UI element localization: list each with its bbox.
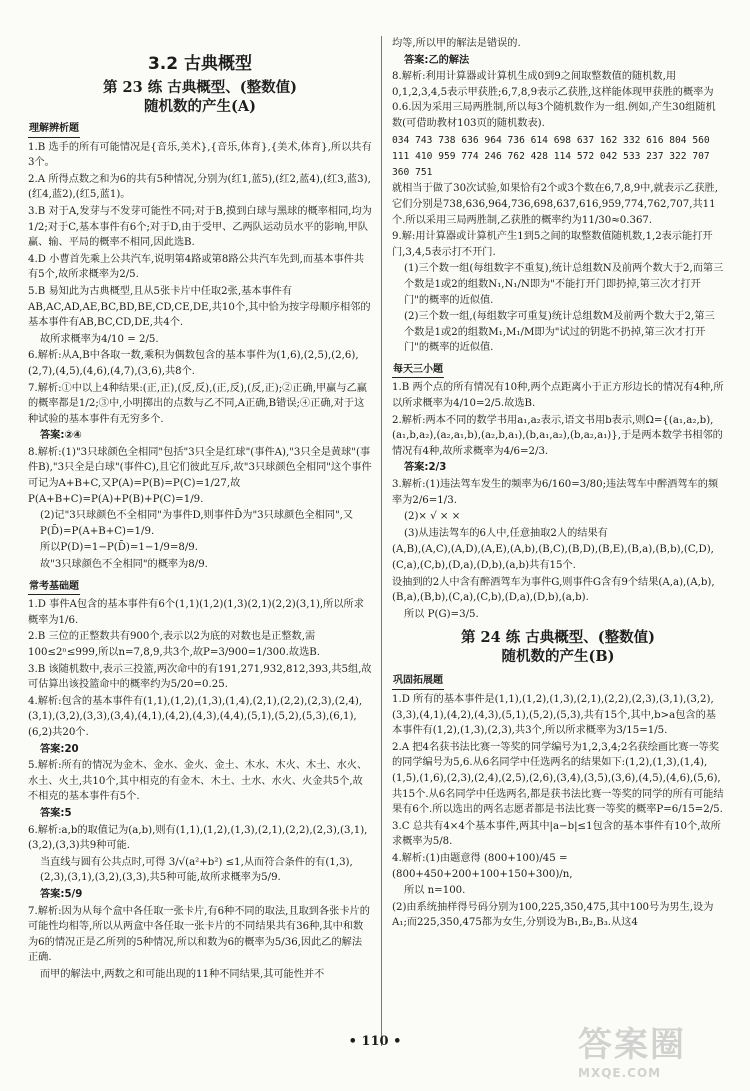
- lesson-a-line1: 第 23 练 古典概型、(整数值): [102, 79, 298, 96]
- answer-m5-final: 答案:5: [40, 807, 72, 819]
- answer-s3-event: 设抽到的2人中含有醉酒驾车为事件G,则事件G含有9个结果(A,a),(A,b),(B,a),(B,b),(C,a),(C,b),(D,a),(D,b),(a,b).: [392, 576, 715, 604]
- answer-g4-part2: (2)由系统抽样得号码分别为100,225,350,475,其中100号为男生,设为A₁;而225,350,475都为女生,分别设为B₁,B₂,B₃.从这4: [392, 901, 714, 929]
- answer-m3: 3.B 该随机数中,表示三投篮,两次命中的有191,271,932,812,393,共5组,故可估算出该投篮命中的概率约为5/20=0.25.: [28, 663, 372, 691]
- watermark-url: MXQE.COM: [578, 1066, 662, 1080]
- watermark-logo: [578, 1017, 728, 1080]
- page-number: • 110 •: [348, 1034, 402, 1049]
- answer-m7: 7.解析:因为从每个盒中各任取一张卡片,有6种不同的取法,且取到各张卡片的可能性均相等,所以从两盒中各任取一张卡片的不同结果共有36种,其中和数为6的情况正是乙所列的5种情况,所以和数为6的概率为5/36,因此乙的解法正确.: [28, 905, 370, 964]
- right-column: [392, 36, 724, 932]
- lesson-b-line1: 第 24 练 古典概型、(整数值): [460, 629, 656, 647]
- answer-m2: 2.B 三位的正整数共有900个,表示以2为底的对数也是正整数,需100≤2ⁿ≤999,所以n=7,8,9,共3个,故P=3/900=1/300.故选B.: [28, 631, 320, 658]
- subhead-basics: 常考基础题: [28, 579, 80, 596]
- answer-s3: 3.解析:(1)违法驾车发生的频率为6/160=3/80;违法驾车中醉酒驾车的频率为2/6=1/3.: [392, 479, 719, 506]
- watermark-text: 答案圈: [578, 1025, 686, 1065]
- answer-r9-part1: (1)三个数一组(每组数字不重复),统计总组数N及前两个数大于2,而第三个数是1或2的组数N₁,N₁/N即为"不能打开门即扔掉,第三次才打开门"的概率的近似值.: [404, 263, 724, 306]
- column-divider: [381, 36, 382, 1046]
- answer-m1: 1.D 事件A包含的基本事件有6个(1,1)(1,2)(1,3)(2,1)(2,2)(3,1),所以所求概率为1/6.: [28, 599, 364, 626]
- answer-r0: 均等,所以甲的解法是错误的.: [392, 38, 521, 49]
- lesson-a-line2: 随机数的产生(A): [144, 98, 256, 115]
- lesson-b-heading: [392, 628, 724, 666]
- answer-r8: 8.解析:利用计算器或计算机生成0到9之间取整数值的随机数,用0,1,2,3,4,5表示甲获胜;6,7,8,9表示乙获胜,这样能体现甲获胜的概率为0.6.因为采用三局两胜制,所以每3个随机数作为一组.例如,产生30组随机数(可借助教材103页的随机数表).: [392, 71, 716, 129]
- answer-r9-part2: (2)三个数一组,(每组数字可重复)统计总组数M及前两个数大于2,第三个数是1或2的组数M₁,M₁/M即为"试过的钥匙不扔掉,第三次才打开门"的概率的近似值.: [404, 311, 715, 354]
- subhead-daily-three: 每天三小题: [392, 362, 444, 379]
- answer-m5: 5.解析:所有的情况为金木、金水、金火、金土、木水、木火、木土、水火、水土、火土,共10个,其中相克的有金木、木土、土水、水火、火金共5个,故不相克的基本事件有5个.: [28, 760, 368, 803]
- answer-s1: 1.B 两个点的所有情况有10种,两个点距离小于正方形边长的情况有4种,所以所求概率为4/10=2/5.故选B.: [392, 382, 724, 410]
- answer-s2-final: 答案:2/3: [404, 462, 447, 474]
- answer-l5-result: 故所求概率为4/10 = 2/5.: [40, 333, 159, 345]
- answer-r0-final: 答案:乙的解法: [404, 54, 470, 66]
- answer-l7-final: 答案:②④: [40, 430, 82, 442]
- answer-s3-list: (A,B),(A,C),(A,D),(A,E),(A,b),(B,C),(B,D),(B,E),(B,a),(B,b),(C,D),(C,a),(C,b),(D,a),(D,b),(a,b)共有15个.: [392, 544, 714, 571]
- answer-l3: 3.B 对于A,发芽与不发芽可能性不同;对于B,摸到白球与黑球的概率相同,均为1/2;对于C,基本事件有6个;对于D,由于受甲、乙两队运动员水平的影响,甲队赢、输、平局的概率不相同,因此选B.: [28, 205, 372, 249]
- answer-l5: 5.B 易知此为古典概型,且从5张卡片中任取2张,基本事件有AB,AC,AD,AE,BC,BD,BE,CD,CE,DE,共10个,其中恰为按字母顺序相邻的基本事件有AB,BC,CD,DE,共4个.: [28, 285, 371, 329]
- section-title: 3.2 古典概型: [147, 54, 253, 74]
- answer-m6: 6.解析:a,b的取值记为(a,b),则有(1,1),(1,2),(1,3),(2,1),(2,2),(2,3),(3,1),(3,2),(3,3)共9种可能.: [28, 824, 368, 852]
- answer-l6: 6.解析:从A,B中各取一数,乘积为偶数包含的基本事件为(1,6),(2,5),(2,6),(2,7),(4,5),(4,6),(4,7),(3,6),共8个.: [28, 350, 359, 377]
- answer-g2: 2.A 把4名获书法比赛一等奖的同学编号为1,2,3,4;2名获绘画比赛一等奖的同学编号为5,6.从6名同学中任选两名的结果如下:(1,2),(1,3),(1,4),(1,5),(1,6),(2,3),(2,4),(2,5),(2,6),(3,4),(3,5),(3,6),(4,5),(4,6),(5,6),共15个.从6名同学中任选两名,都是获书法比赛一等奖的同学的所有可能结果有6个.所以选出的两名志愿者都是书法比赛一等奖的概率P=6/15=2/5.: [392, 741, 724, 816]
- answer-r8-cont: 就相当于做了30次试验,如果恰有2个或3个数在6,7,8,9中,就表示乙获胜,它们分别是738,636,964,736,698,637,616,959,774,762,707,共11个.所以采用三局两胜制,乙获胜的概率约为11/30≈0.367.: [392, 183, 718, 226]
- answer-l8-part4: 故"3只球颜色不全相同"的概率为8/9.: [40, 559, 208, 571]
- answer-m6-final: 答案:5/9: [40, 888, 83, 900]
- answer-l8-part3: 所以P(D)=1−P(D̄)=1−1/9=8/9.: [40, 542, 198, 554]
- subhead-understanding: 理解辨析题: [28, 121, 80, 138]
- answer-l2: 2.A 所得点数之和为6的共有5种情况,分别为(红1,蓝5),(红2,蓝4),(红3,蓝3),(红4,蓝2),(红5,蓝1)。: [28, 173, 371, 201]
- answer-s2: 2.解析:两本不同的数学书用a₁,a₂表示,语文书用b表示,则Ω={(a₁,a₂,b),(a₁,b,a₂),(a₂,a₁,b),(a₂,b,a₁),(b,a₁,a₂),(b,a₂,a₁)},于是两本数学书相邻的情况有4种,故所求概率为4/6=2/3.: [392, 414, 723, 457]
- answer-g4: 4.解析:(1)由题意得 (800+100)/45 = (800+450+200+100+150+300)/n,: [392, 852, 573, 880]
- subhead-consolidation: 巩固拓展题: [392, 673, 444, 690]
- answer-m6-cont: 当直线与圆有公共点时,可得 3/√(a²+b²) ≤1,从而符合条件的有(1,3),(2,3),(3,1),(3,2),(3,3),共5种可能,故所求概率为5/9.: [40, 856, 353, 884]
- lesson-b-line2: 随机数的产生(B): [501, 648, 615, 666]
- answer-g3: 3.C 总共有4×4个基本事件,两其中|a−b|≤1包含的基本事件有10个,故所求概率为5/8.: [392, 820, 721, 848]
- answer-s3-result: 所以 P(G)=3/5.: [404, 608, 479, 620]
- answer-m7-cont: 而甲的解法中,两数之和可能出现的11种不同结果,其可能性并不: [40, 968, 325, 980]
- random-numbers-row1: 034 743 738 636 964 736 614 698 637 162 332 616 804 560: [392, 134, 710, 146]
- answer-l1: 1.B 选手的所有可能情况是{音乐,美术},{音乐,体育},{美术,体育},所以共有3个。: [28, 141, 372, 169]
- answer-l8-part2: (2)记"3只球颜色不全相同"为事件D,则事件D̄为"3只球颜色全相同",又P(D̄)=P(A+B+C)=1/9.: [40, 510, 354, 537]
- answer-r9: 9.解:用计算器或计算机产生1到5之间的取整数值随机数,1,2表示能打开门,3,4,5表示打不开门.: [392, 231, 713, 258]
- lesson-a-heading: [28, 78, 372, 116]
- answer-s3-part3: (3)从违法驾车的6人中,任意抽取2人的结果有: [404, 527, 608, 539]
- answer-l8-part1: 8.解析:(1)"3只球颜色全相同"包括"3只全是红球"(事件A),"3只全是黄球"(事件B),"3只全是白球"(事件C),且它们彼此互斥,故"3只球颜色全相同"这个事件可记为A+B+C,又P(A)=P(B)=P(C)=1/27,故P(A+B+C)=P(A)+P(B)+P(C)=1/9.: [28, 446, 372, 505]
- answer-s3-marks: (2)× √ × ×: [404, 511, 461, 523]
- left-column: [28, 40, 372, 983]
- answer-g1: 1.D 所有的基本事件是(1,1),(1,2),(1,3),(2,1),(2,2),(2,3),(3,1),(3,2),(3,3),(4,1),(4,2),(4,3),(5,1),(5,2),(5,3),共有15个,其中,b>a包含的基本事件有(1,2),(1,3),(2,3),共3个,所以所求概率为3/15=1/5.: [392, 693, 716, 737]
- answer-m4: 4.解析:包含的基本事件有(1,1),(1,2),(1,3),(1,4),(2,1),(2,2),(2,3),(2,4),(3,1),(3,2),(3,3),(3,4),(4,1),(4,2),(4,3),(4,4),(5,1),(5,2),(5,3),(6,1),(6,2)共20个.: [28, 695, 363, 738]
- random-numbers-row2: 111 410 959 774 246 762 428 114 572 042 533 237 322 707 360 751: [392, 151, 710, 178]
- answer-l4: 4.D 小曹首先乘上公共汽车,说明第4路或第8路公共汽车先到,而基本事件共有5个,故所求概率为2/5.: [28, 253, 365, 281]
- answer-g4-n: 所以 n=100.: [404, 885, 466, 897]
- answer-l7: 7.解析:①中以上4种结果:(正,正),(反,反),(正,反),(反,正);②正确,甲赢与乙赢的概率都是1/2;③中,小明掷出的点数与乙不同,A正确,B错误;④正确,对于这种试验的基本事件有无穷多个.: [28, 382, 367, 425]
- answer-m4-final: 答案:20: [40, 743, 79, 755]
